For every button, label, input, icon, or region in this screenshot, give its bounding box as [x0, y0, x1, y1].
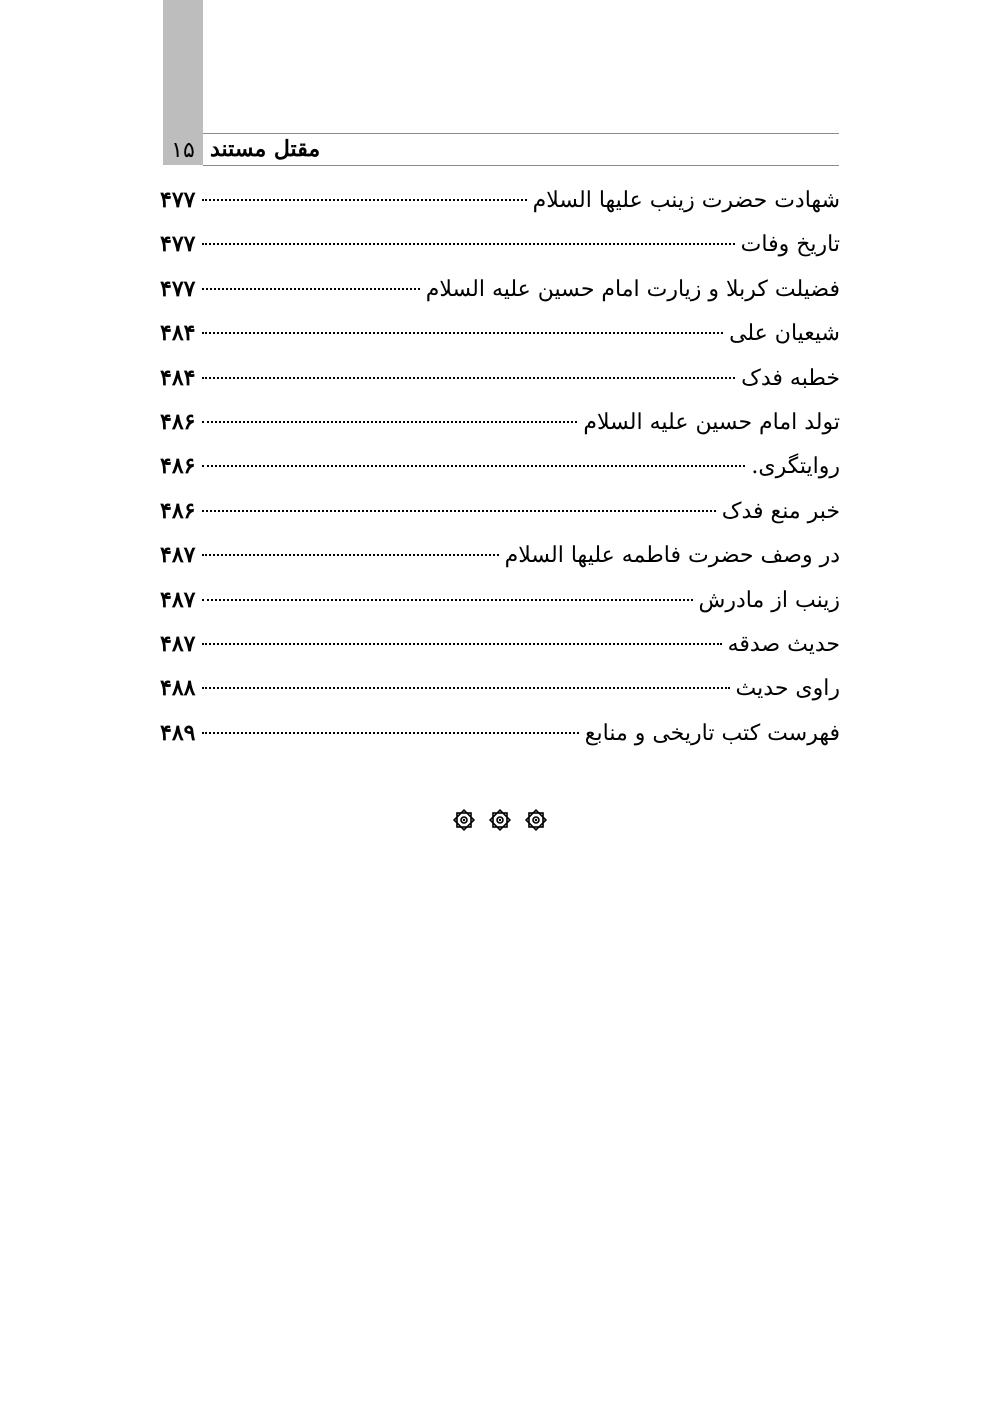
toc-leader-dots: [202, 732, 579, 734]
toc-entry-page: ۴۸۴: [160, 320, 196, 347]
toc-entry-title: در وصف حضرت فاطمه علیها السلام: [504, 543, 840, 569]
toc-leader-dots: [202, 332, 723, 334]
toc-entry[interactable]: [160, 622, 840, 666]
header-rule-bottom: [203, 165, 839, 166]
toc-leader-dots: [202, 554, 499, 556]
star-flower-icon: [452, 808, 476, 832]
toc-leader-dots: [202, 288, 420, 290]
toc-entry[interactable]: [160, 222, 840, 266]
toc-entry[interactable]: [160, 356, 840, 400]
toc-entry-page: ۴۸۶: [160, 408, 196, 435]
toc-entry[interactable]: [160, 444, 840, 488]
toc-entry[interactable]: [160, 578, 840, 622]
toc-entry-title: شیعیان علی: [729, 321, 840, 347]
toc-entry-page: ۴۸۶: [160, 497, 196, 524]
toc-entry-page: ۴۷۷: [160, 231, 196, 258]
toc-entry-page: ۴۸۸: [160, 675, 196, 702]
toc-entry-title: تولد امام حسین علیه السلام: [583, 409, 840, 435]
toc-entry-title: حدیث صدقه: [727, 631, 840, 657]
toc-leader-dots: [202, 687, 730, 689]
toc-entry[interactable]: [160, 533, 840, 577]
toc-entry-title: تاریخ وفات: [740, 232, 840, 258]
section-end-ornaments: [440, 802, 560, 838]
toc-leader-dots: [202, 599, 693, 601]
toc-entry[interactable]: [160, 711, 840, 755]
toc-entry[interactable]: [160, 400, 840, 444]
toc-entry[interactable]: [160, 178, 840, 222]
star-flower-icon: [524, 808, 548, 832]
toc-entry-page: ۴۸۷: [160, 586, 196, 613]
toc-entry[interactable]: [160, 267, 840, 311]
toc-entry-title: روایتگری.: [751, 454, 840, 480]
toc-entry-title: فضیلت کربلا و زیارت امام حسین علیه السلام: [425, 276, 840, 302]
toc-entry-page: ۴۸۹: [160, 719, 196, 746]
toc-entry[interactable]: [160, 311, 840, 355]
toc-entry-title: شهادت حضرت زینب علیها السلام: [532, 188, 840, 213]
toc-entry-page: ۴۸۷: [160, 630, 196, 657]
toc-leader-dots: [202, 465, 745, 467]
toc-entry-title: خبر منع فدک: [721, 498, 840, 524]
toc-entry-page: ۴۷۷: [160, 187, 196, 213]
toc-entry[interactable]: [160, 666, 840, 710]
toc-leader-dots: [202, 199, 527, 201]
toc-leader-dots: [202, 510, 716, 512]
toc-leader-dots: [202, 643, 722, 645]
toc-entry-page: ۴۸۷: [160, 542, 196, 569]
toc-entry-page: ۴۷۷: [160, 275, 196, 302]
toc-entry-title: فهرست کتب تاریخی و منابع: [584, 720, 840, 746]
toc-entry-page: ۴۸۴: [160, 364, 196, 391]
toc-leader-dots: [202, 377, 735, 379]
toc-entry-title: خطبه فدک: [741, 365, 840, 391]
toc-entry[interactable]: [160, 489, 840, 533]
book-title: مقتل مستند: [210, 136, 321, 162]
toc-entry-title: زینب از مادرش: [698, 587, 840, 613]
toc-entry-title: راوی حدیث: [735, 676, 840, 702]
toc-leader-dots: [202, 243, 735, 245]
table-of-contents: [160, 178, 840, 755]
toc-entry-page: ۴۸۶: [160, 453, 196, 480]
page-number: ۱۵: [171, 138, 195, 163]
star-flower-icon: [488, 808, 512, 832]
toc-leader-dots: [202, 421, 577, 423]
